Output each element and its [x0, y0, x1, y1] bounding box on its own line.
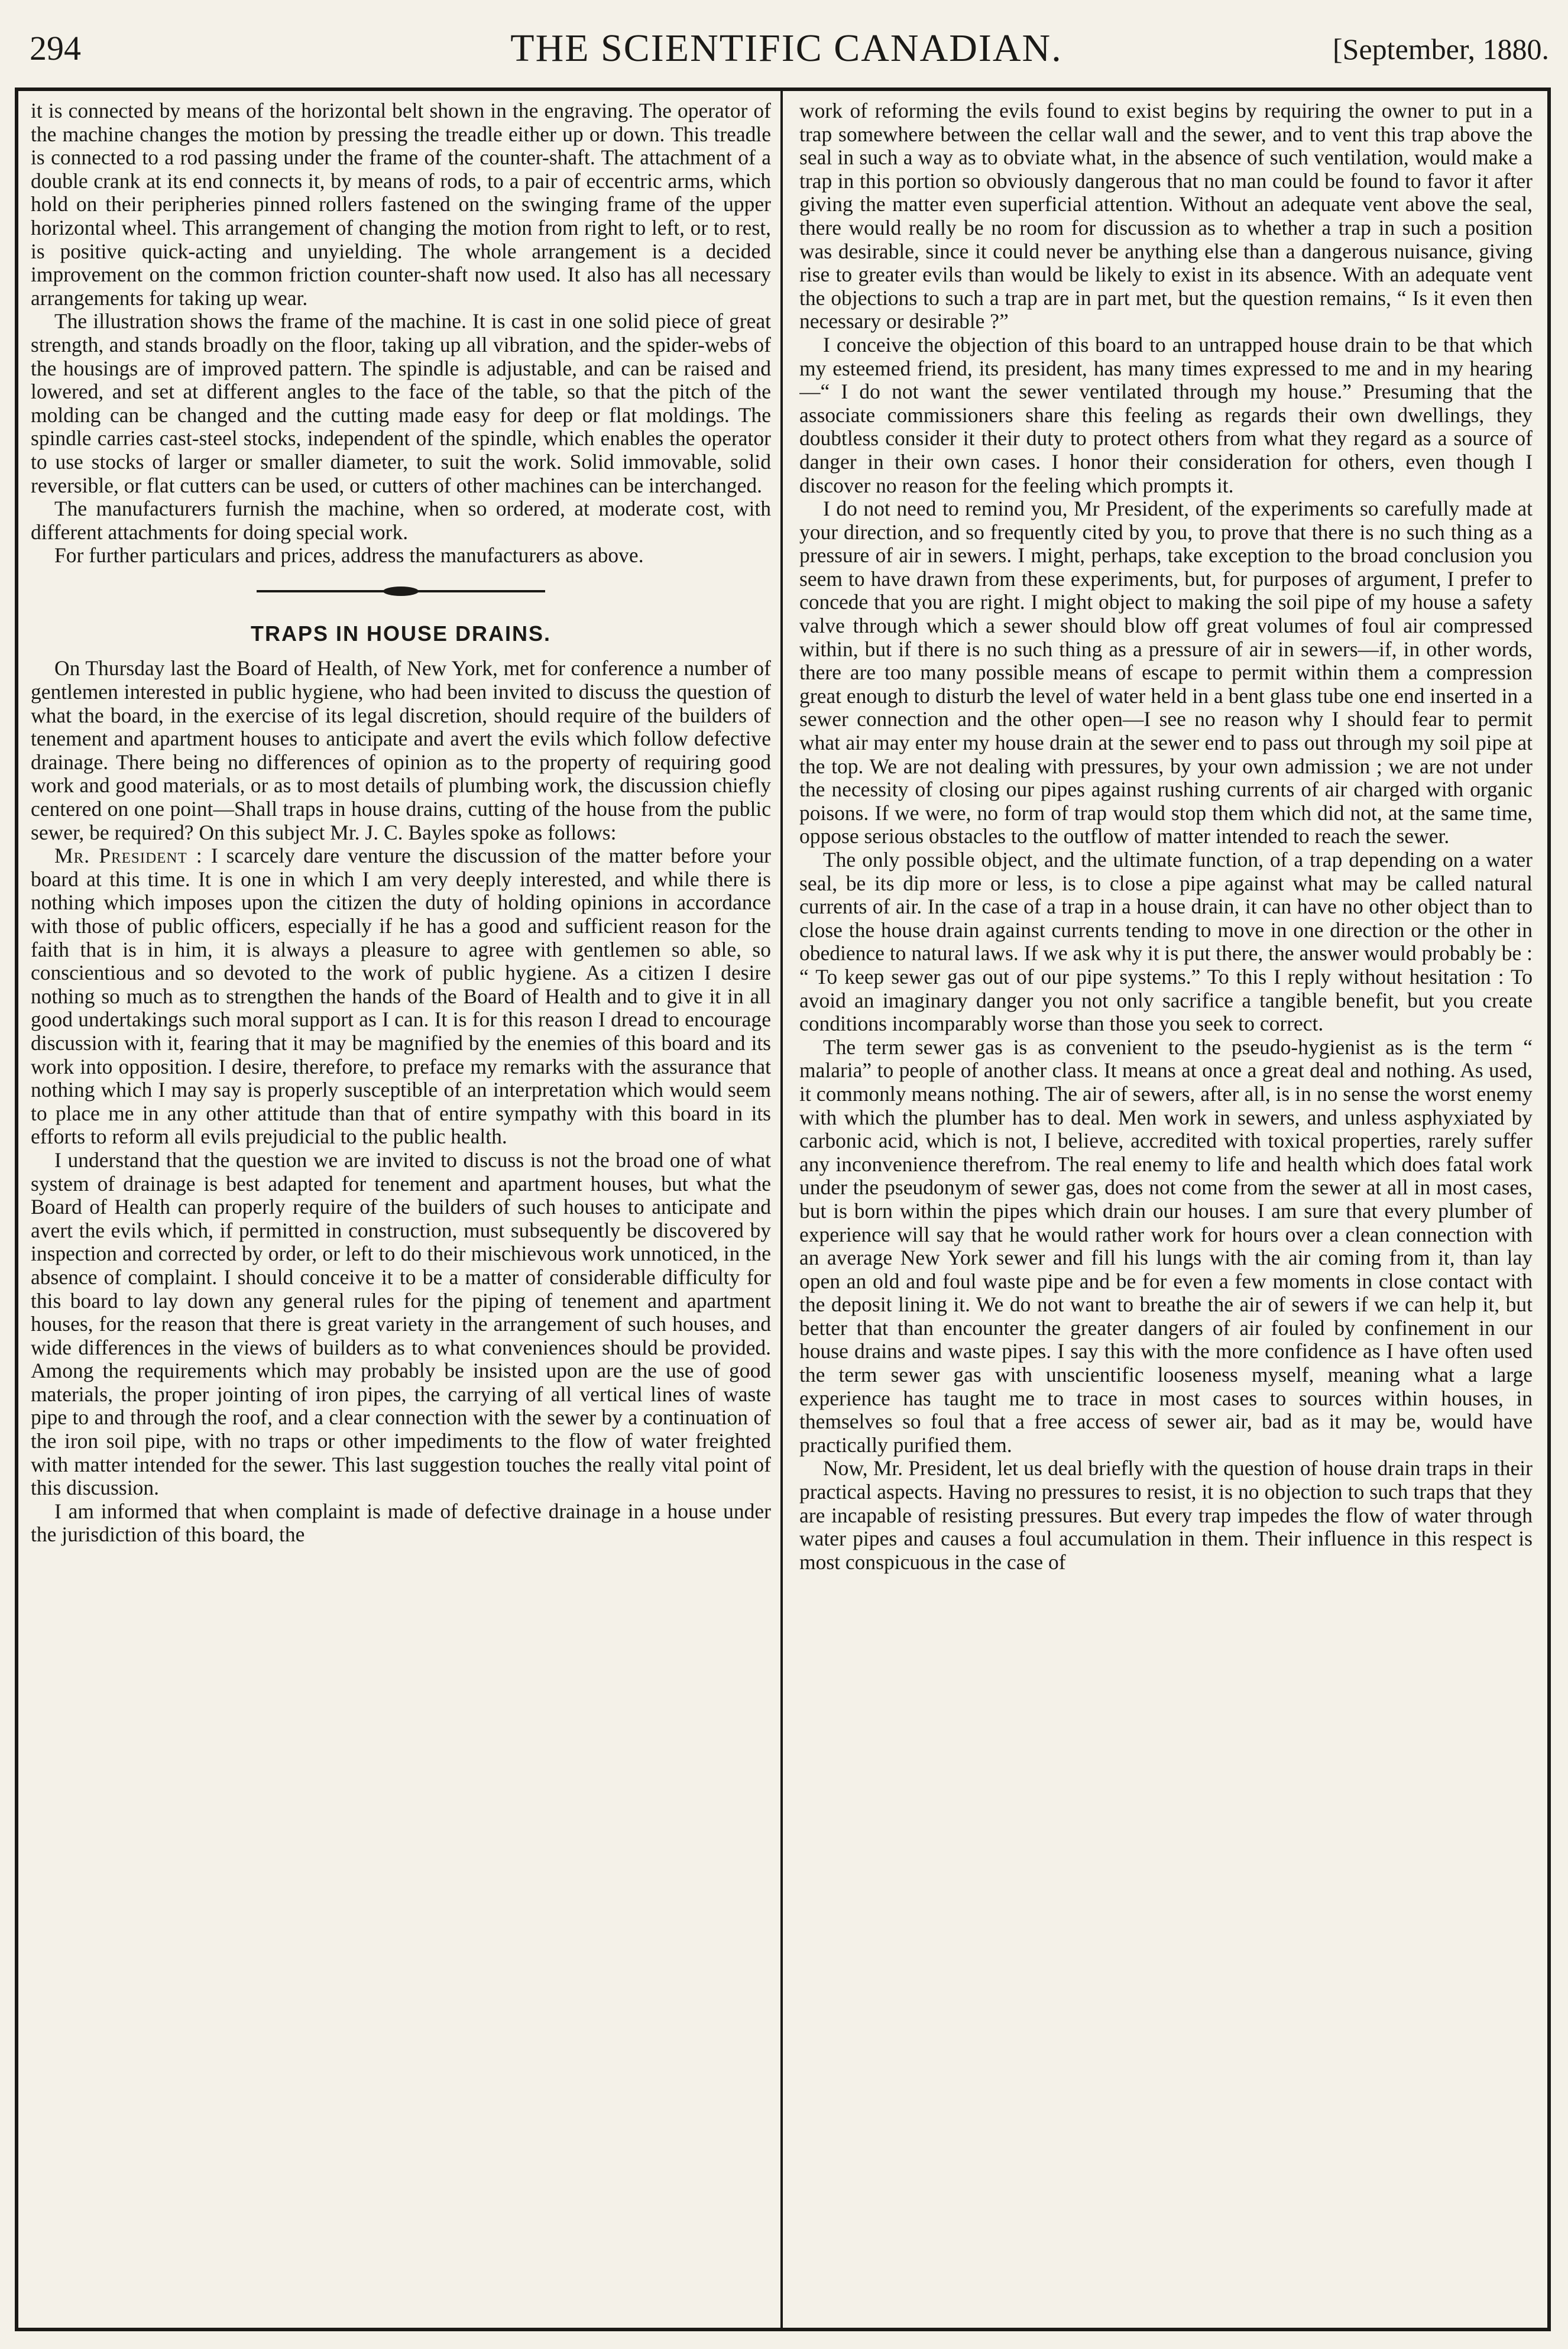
page-header: [24, 18, 1549, 77]
article-paragraph-3: I understand that the question we are invited to discuss is not the broad one of what system of drainage is best adapted for tenement and apartment houses, but what the Board of Health can properly require of the builders of such houses to anticipate and avert the evils which, if permitted in construction, must subsequently be discovered by inspection and corrected by order, or left to do their mischievous work unnoticed, in the absence of complaint. I should conceive it to be a matter of considerable difficulty for this board to lay down any general rules for the piping of tenement and apartment houses, for the reason that there is great variety in the arrangement of such houses, and wide differences in the views of builders as to what conveniences should be provided. Among the requirements which may probably be insisted upon are the use of good materials, the proper jointing of iron pipes, the carrying of all vertical lines of waste pipe to and through the roof, and a clear connection with the sewer by a continuation of the iron soil pipe, with no traps or other impediments to the flow of water freighted with matter intended for the sewer. This last suggestion touches the really vital point of this discussion.: [31, 1148, 771, 1500]
left-paragraph-3: The manufacturers furnish the machine, when so ordered, at moderate cost, with different attachments for doing special work.: [31, 497, 771, 544]
page-number: 294: [30, 29, 81, 67]
right-paragraph-3: I do not need to remind you, Mr President, of the experiments so carefully made at your direction, and so frequently cited by you, to prove that there is no such thing as a pressure of air in sewers. I might, perhaps, take exception to the broad conclusion you seem to have drawn from these experiments, but, for purposes of argument, I prefer to concede that you are right. I might object to making the soil pipe of my house a safety valve through which a sewer should blow off great volumes of foul air compressed within, but if there is no such thing as a pressure of air in sewers—if, in other words, there are too many possible means of escape to permit within them a compression great enough to disturb the level of water held in a bent glass tube one end inserted in a sewer connection and the other open—I see no reason why I should fear to permit what air may enter my house drain at the sewer end to pass out through my soil pipe at the top. We are not dealing with pressures, by your own admission ; we are not under the necessity of closing our pipes against rushing currents of air charged with organic poisons. If we were, no form of trap would stop them which did not, at the same time, oppose serious obstacles to the outflow of matter intended to reach the sewer.: [799, 497, 1533, 848]
section-title: TRAPS IN HOUSE DRAINS.: [250, 621, 552, 646]
issue-date: [September, 1880.: [1333, 33, 1549, 66]
left-column: [31, 99, 771, 2322]
article-paragraph-2-text: I scarcely dare venture the discussion of the matter before your board at this time. It is one in which I am very deeply interested, and while there is nothing which imposes upon the citizen the duty of holding opinions in accordance with those of public officers, especially if he has a good and sufficient reason for the faith that is in him, it is always a pleasure to agree with gentlemen so able, so conscientious and so devoted to the work of public hygiene. As a citizen I desire nothing so much as to strengthen the hands of the Board of Health and to give it in all good undertakings such moral support as I can. It is for this reason I dread to encourage discussion with it, fearing that it may be magnified by the enemies of this board and its work into opposition. I desire, therefore, to preface my remarks with the assurance that nothing which I may say is properly susceptible of an interpretation which would seem to place me in any other attitude than that of entire sympathy with this board in its efforts to reform all evils prejudicial to the public health.: [31, 844, 771, 1149]
section-divider-ornament: [31, 568, 771, 615]
right-paragraph-6: Now, Mr. President, let us deal briefly with the question of house drain traps in their practical aspects. Having no pressures to resist, it is no objection to such traps that they are incapable of resisting pressures. But every trap impedes the flow of water through water pipes and causes a foul accumulation in them. Their influence in this respect is most conspicuous in the case of: [799, 1456, 1533, 1574]
speaker-label: Mr. President :: [54, 844, 203, 868]
left-paragraph-2: The illustration shows the frame of the machine. It is cast in one solid piece of great strength, and stands broadly on the floor, taking up all vibration, and the spider-webs of the housings are of improved pattern. The spindle is adjustable, and can be raised and lowered, and set at different angles to the face of the table, so that the pitch of the molding can be changed and the cutting made easy for deep or flat moldings. The spindle carries cast-steel stocks, independent of the spindle, which enables the operator to use stocks of larger or smaller diameter, to suit the work. Solid immovable, solid reversible, or flat cutters can be used, or cutters of other machines can be interchanged.: [31, 309, 771, 497]
article-paragraph-1: On Thursday last the Board of Health, of New York, met for conference a number of gentlemen interested in public hygiene, who had been invited to discuss the question of what the board, in the exercise of its legal discretion, should require of the builders of tenement and apartment houses to anticipate and avert the evils which follow defective drainage. There being no differences of opinion as to the property of requiring good work and good materials, or as to most details of plumbing work, the discussion chiefly centered on one point—Shall traps in house drains, cutting of the house from the public sewer, be required? On this subject Mr. J. C. Bayles spoke as follows:: [31, 656, 771, 844]
article-paragraph-4: I am informed that when complaint is made of defective drainage in a house under the jurisdiction of this board, the: [31, 1499, 771, 1547]
left-paragraph-4: For further particulars and prices, address the manufacturers as above.: [54, 543, 644, 568]
right-paragraph-5: The term sewer gas is as convenient to the pseudo-hygienist as is the term “ malaria” to people of another class. It means at once a great deal and nothing. As used, it commonly means nothing. The air of sewers, after all, is in no sense the worst enemy with which the plumber has to deal. Men work in sewers, and unless asphyxiated by carbonic acid, which is not, I believe, accredited with toxical properties, rarely suffer any inconvenience therefrom. The real enemy to life and health which does fatal work under the pseudonym of sewer gas, does not come from the sewer at all in most cases, but is born within the pipes which drain our houses. I am sure that every plumber of experience will say that he would rather work for hours over a clean connection with an average New York sewer and fill his lungs with the air coming from it, than lay open an old and foul waste pipe and be for even a few moments in close contact with the deposit lining it. We do not want to breathe the air of sewers if we can help it, but better that than encounter the greater dangers of air fouled by confinement in our house drains and waste pipes. I say this with the more confidence as I have often used the term sewer gas with unscientific looseness myself, meaning what a large experience has taught me to trace in most cases to sources within houses, in themselves so foul that a free access of sewer air, bad as it may be, would have practically purified them.: [799, 1035, 1533, 1457]
right-paragraph-1: work of reforming the evils found to exist begins by requiring the owner to put in a trap somewhere between the cellar wall and the sewer, and to vent this trap above the seal in such a way as to obviate what, in the absence of such ventilation, would make a trap in this portion so obviously dangerous that no man could be found to favor it after giving the matter even superficial attention. Without an adequate vent above the seal, there would really be no room for discussion as to whether a trap in such a position was desirable, since it could never be anything else than a dangerous nuisance, giving rise to greater evils than would be likely to exist in its absence. With an adequate vent the objections to such a trap are in part met, but the question remains, “ Is it even then necessary or desirable ?”: [799, 99, 1533, 333]
right-column: [799, 99, 1533, 2322]
right-paragraph-2: I conceive the objection of this board to an untrapped house drain to be that which my esteemed friend, its president, has many times expressed to me and in my hearing—“ I do not want the sewer ventilated through my house.” Presuming that the associate commissioners share this feeling as regards their own dwellings, they doubtless consider it their duty to protect others from what they regard as a source of danger in their own cases. I honor their consideration for others, even though I discover no reason for the feeling which prompts it.: [799, 332, 1533, 497]
right-paragraph-4: The only possible object, and the ultimate function, of a trap depending on a water seal, be its dip more or less, is to close a pipe against what may be called natural currents of air. In the case of a trap in a house drain, it can have no other object than to close the house drain against currents tending to move in one direction or the other in obedience to natural laws. If we ask why it is put there, the answer would probably be : “ To keep sewer gas out of our pipe systems.” To this I reply without hesitation : To avoid an imaginary danger you not only sacrifice a tangible benefit, but you create conditions incomparably worse than those you seek to correct.: [799, 848, 1533, 1036]
left-paragraph-1: it is connected by means of the horizontal belt shown in the engraving. The operator of the machine changes the motion by pressing the treadle either up or down. This treadle is connected to a rod passing under the frame of the counter-shaft. The attachment of a double crank at its end connects it, by means of rods, to a pair of eccentric arms, which hold on their peripheries pinned rollers fastened on the swinging frame of the upper horizontal wheel. This arrangement of changing the motion from right to left, or to rest, is positive quick-acting and unyielding. The whole arrangement is a decided improvement on the common friction counter-shaft now used. It also has all necessary arrangements for taking up wear.: [31, 99, 771, 310]
article-paragraph-2: [31, 844, 771, 1149]
journal-title: THE SCIENTIFIC CANADIAN.: [510, 27, 1062, 70]
column-divider: [780, 89, 783, 2329]
